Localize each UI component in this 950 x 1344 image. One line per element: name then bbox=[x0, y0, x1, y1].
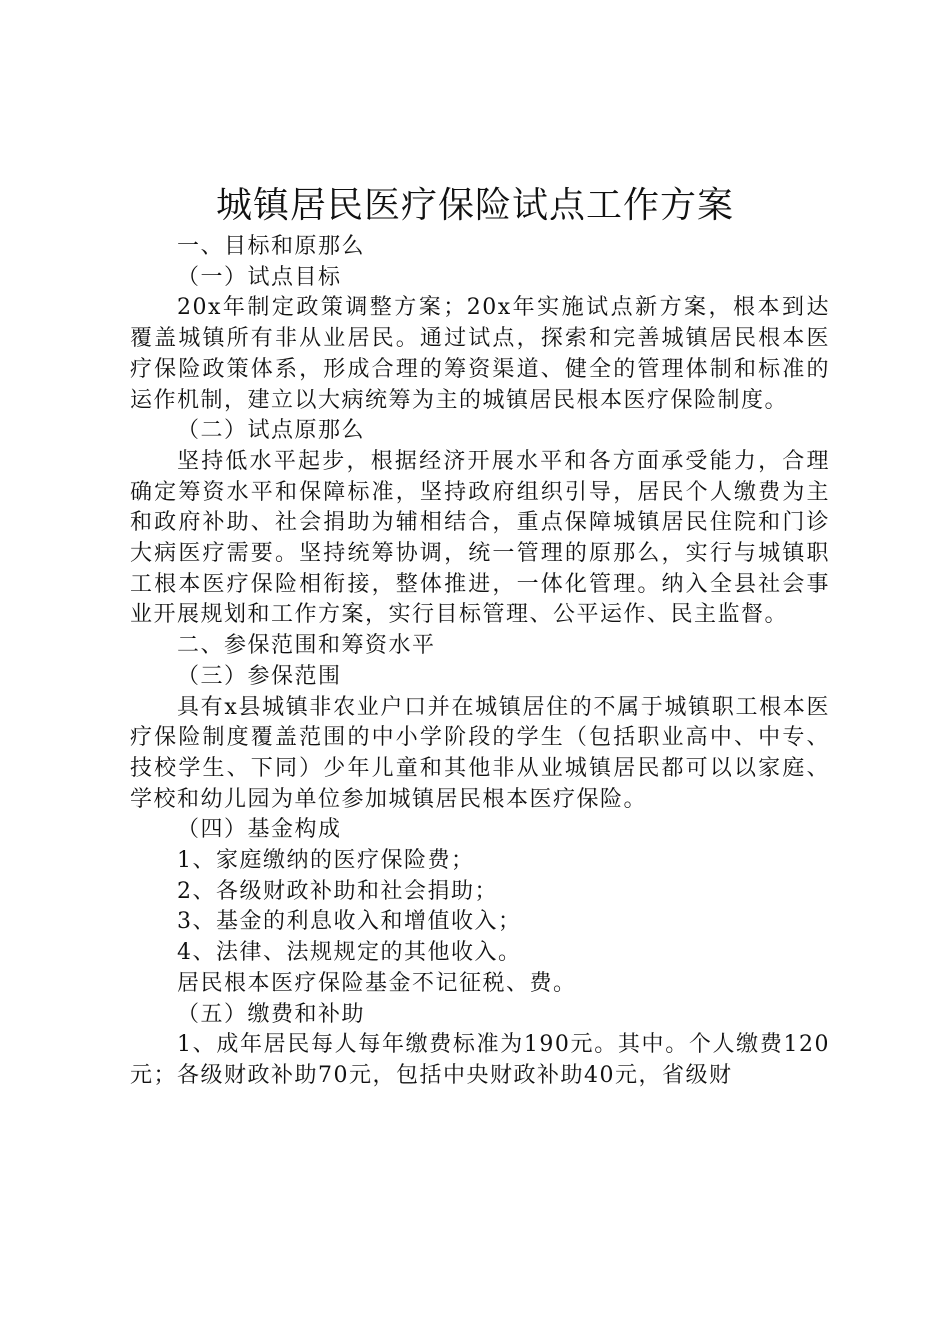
subsection-heading: （五）缴费和补助 bbox=[177, 1001, 366, 1027]
document-title: 城镇居民医疗保险试点工作方案 bbox=[215, 185, 734, 226]
paragraph: 20x年制定政策调整方案；20x年实施试点新方案，根本到达覆盖城镇所有非从业居民。通过试点，探索和完善城镇居民根本医疗保险政策体系，形成合理的筹资渠道、健全的管理体制和标准的运作机制，建立以大病统筹为主的城镇居民根本医疗保险制度。 bbox=[130, 295, 830, 413]
list-item: 1、家庭缴纳的医疗保险费； bbox=[177, 848, 475, 874]
section-heading: 一、目标和原那么 bbox=[177, 234, 366, 259]
subsection-heading: （一）试点目标 bbox=[177, 264, 342, 290]
paragraph: 坚持低水平起步，根据经济开展水平和各方面承受能力，合理确定筹资水平和保障标准，坚持政府组织引导，居民个人缴费为主和政府补助、社会捐助为辅相结合，重点保障城镇居民住院和门诊大病医疗需要。坚持统筹协调，统一管理的原那么，实行与城镇职工根本医疗保险相衔接，整体推进，一体化管理。纳入全县社会事业开展规划和工作方案，实行目标管理、公平运作、民主监督。 bbox=[130, 448, 830, 628]
subsection-heading: （二）试点原那么 bbox=[177, 418, 366, 444]
paragraph-note: 居民根本医疗保险基金不记征税、费。 bbox=[177, 970, 577, 996]
list-item: 4、法律、法规规定的其他收入。 bbox=[177, 940, 522, 966]
subsection-heading: （四）基金构成 bbox=[177, 817, 342, 843]
paragraph: 1、成年居民每人每年缴费标准为190元。其中。个人缴费120元；各级财政补助70元，包括中央财政补助40元，省级财 bbox=[130, 1032, 830, 1088]
subsection-heading: （三）参保范围 bbox=[177, 663, 342, 689]
section-heading: 二、参保范围和筹资水平 bbox=[177, 633, 436, 659]
document-body bbox=[130, 232, 830, 1092]
list-item: 3、基金的利息收入和增值收入； bbox=[177, 909, 522, 935]
paragraph: 具有x县城镇非农业户口并在城镇居住的不属于城镇职工根本医疗保险制度覆盖范围的中小学阶段的学生（包括职业高中、中专、技校学生、下同）少年儿童和其他非从业城镇居民都可以以家庭、学校和幼儿园为单位参加城镇居民根本医疗保险。 bbox=[130, 694, 830, 812]
list-item: 2、各级财政补助和社会捐助； bbox=[177, 878, 498, 904]
